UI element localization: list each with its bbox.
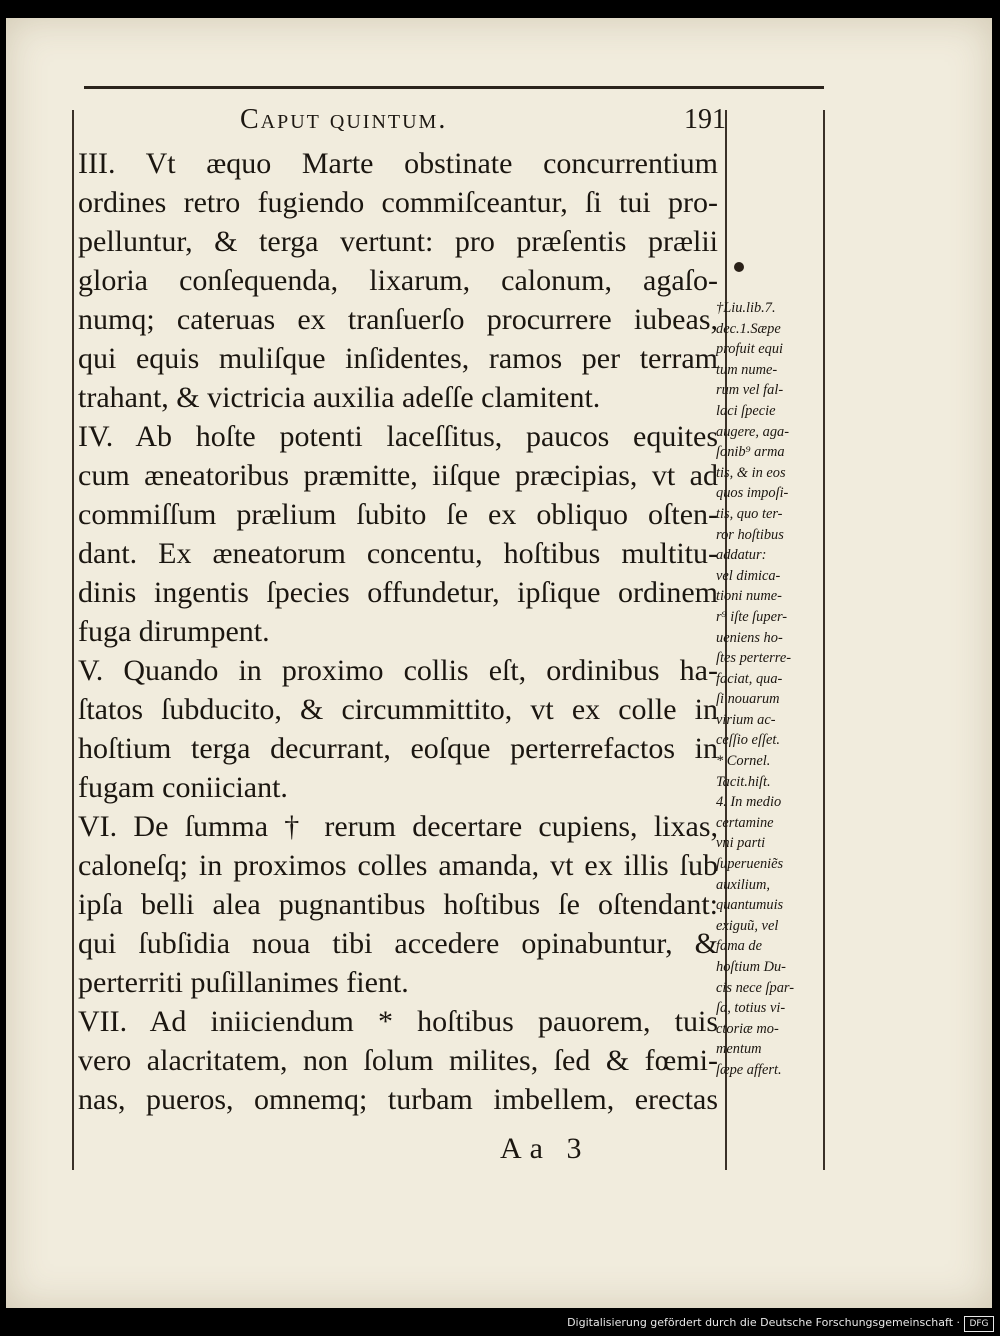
margin-note-line: vni parti <box>716 835 766 852</box>
text-line: pelluntur, & terga vertunt: pro præſentis prælii <box>78 225 718 258</box>
margin-note-line: ueniens ho- <box>716 629 783 646</box>
text-line: numq; cateruas ex tranſuerſo procurrere iubeas, <box>78 303 718 336</box>
text-line: dinis ingentis ſpecies offundetur, ipſique ordinem <box>78 576 718 609</box>
text-line: commiſſum prælium ſubito ſe ex obliquo oſten- <box>78 498 718 531</box>
margin-note-line: 4. In medio <box>716 794 782 811</box>
margin-note-line: ſi nouarum <box>716 691 780 708</box>
margin-note-line: tis, & in eos <box>716 464 786 481</box>
text-line: VI. De ſumma † rerum decertare cupiens, lixas, <box>78 810 718 843</box>
margin-note-line: rum vel fal- <box>716 382 784 399</box>
margin-note-line: quos impoſi- <box>716 485 789 502</box>
text-line: trahant, & victricia auxilia adeſſe clamitent. <box>78 381 601 414</box>
margin-note-line: augere, aga- <box>716 423 789 440</box>
margin-note-line: r⁹ iſte ſuper- <box>716 608 788 625</box>
text-line: qui ſubſidia noua tibi accedere opinabuntur, & <box>78 927 718 960</box>
footer-bar <box>0 1312 1000 1336</box>
margin-note-line: virium ac- <box>716 711 776 728</box>
text-line: perterriti puſillanimes fient. <box>78 966 409 999</box>
signature-mark: Aa 3 <box>500 1132 590 1165</box>
top-rule <box>84 86 824 89</box>
margin-note-line: Tacit.hiſt. <box>716 773 771 790</box>
footer-credit: Digitalisierung gefördert durch die Deutsche Forschungsgemeinschaft · <box>567 1316 960 1329</box>
margin-note-line: mentum <box>716 1041 762 1058</box>
margin-note-line: addatur: <box>716 547 767 564</box>
margin-note-line: vel dimica- <box>716 567 781 584</box>
margin-note-line: auxilium, <box>716 876 770 893</box>
margin-note-line: * Cornel. <box>716 753 771 770</box>
text-line: ordines retro fugiendo commiſceantur, ſi tui pro- <box>78 186 718 219</box>
main-text <box>78 144 718 1119</box>
running-head: Caput quintum. <box>240 104 448 135</box>
margin-note-line: ſa, totius vi- <box>716 1000 786 1017</box>
text-line: caloneſq; in proximos colles amanda, vt ex illis ſub <box>78 849 718 882</box>
text-line: VII. Ad iniiciendum * hoſtibus pauorem, tuis <box>78 1005 718 1038</box>
text-line: fuga dirumpent. <box>78 615 270 648</box>
text-line: V. Quando in proximo collis eſt, ordinibus ha- <box>78 654 718 687</box>
text-line: vero alacritatem, non ſolum milites, ſed & fœmi- <box>78 1044 718 1077</box>
margin-note-line: profuit equi <box>716 341 784 358</box>
text-line: III. Vt æquo Marte obstinate concurrentium <box>78 147 718 180</box>
margin-note-line: laci ſpecie <box>716 402 776 419</box>
page-number: 191 <box>684 104 726 135</box>
text-line: ſtatos ſubducito, & circummittito, vt ex colle in <box>78 693 718 726</box>
margin-note-line: tioni nume- <box>716 588 782 605</box>
margin-notes <box>716 298 826 1081</box>
margin-note-line: faciat, qua- <box>716 670 783 687</box>
text-line: fugam coniiciant. <box>78 771 288 804</box>
margin-note-line: tis, quo ter- <box>716 505 783 522</box>
margin-note-line: ſonib⁹ arma <box>716 444 785 461</box>
margin-note-line: cis nece ſpar- <box>716 979 795 996</box>
margin-note-line: exiguũ, vel <box>716 917 779 934</box>
text-line: dant. Ex æneatorum concentu, hoſtibus multitu- <box>78 537 718 570</box>
margin-note-line: †Liu.lib.7. <box>716 300 776 316</box>
margin-note-line: ſtes perterre- <box>716 650 791 667</box>
ink-blot <box>734 262 744 272</box>
margin-note-line: ror hoſtibus <box>716 526 784 543</box>
dfg-logo-icon: DFG <box>964 1316 994 1332</box>
text-line: IV. Ab hoſte potenti laceſſitus, paucos equites <box>78 420 718 453</box>
margin-note-line: hoſtium Du- <box>716 959 786 975</box>
text-line: cum æneatoribus præmitte, iiſque præcipias, vt ad <box>78 459 718 492</box>
margin-note-line: ctoriæ mo- <box>716 1020 779 1037</box>
text-line: gloria conſequenda, lixarum, calonum, agaſo- <box>78 264 718 297</box>
text-line: nas, pueros, omnemq; turbam imbellem, erectas <box>78 1083 718 1116</box>
margin-note-line: quantumuis <box>716 897 784 914</box>
margin-note-line: fama de <box>716 938 762 955</box>
margin-note-line: tum nume- <box>716 361 778 378</box>
text-line: hoſtium terga decurrant, eoſque perterrefactos in <box>78 732 718 765</box>
margin-note-line: ſæpe affert. <box>716 1061 782 1078</box>
left-frame-line <box>72 110 74 1170</box>
margin-note-line: certamine <box>716 814 774 831</box>
text-line: ipſa belli alea pugnantibus hoſtibus ſe oſtendant: <box>78 888 718 921</box>
margin-note-line: ſuperueniẽs <box>716 856 784 873</box>
margin-note-line: ceſſio eſſet. <box>716 732 780 749</box>
text-line: qui equis muliſque inſidentes, ramos per terram <box>78 342 718 375</box>
margin-note-line: dec.1.Sæpe <box>716 320 781 337</box>
